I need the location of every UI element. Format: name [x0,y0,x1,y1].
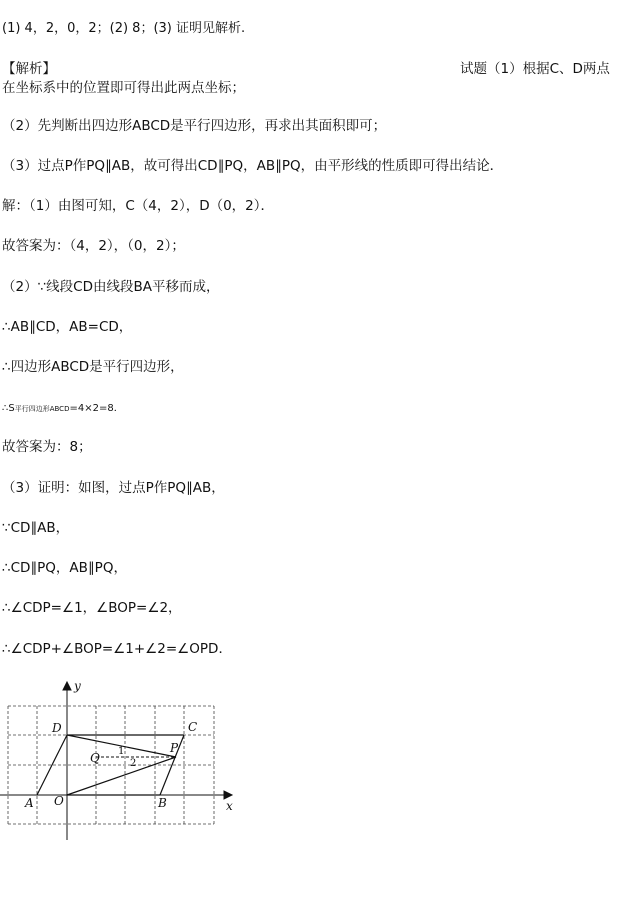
angle-1-label: 1 [118,746,125,757]
y-axis-label: y [74,679,81,693]
coordinate-figure [0,670,260,850]
solution-part3-line4: ∴∠CDP=∠1，∠BOP=∠2， [2,600,182,616]
solution-part2-line3: ∴四边形ABCD是平行四边形， [2,359,184,375]
point-b-label: B [158,796,167,810]
solution-part2-line2: ∴AB∥CD，AB=CD， [2,319,133,335]
point-c-label: C [188,720,198,734]
point-d-label: D [52,721,62,735]
dashed-grid [8,706,214,824]
solution-part2-line1: （2）∵线段CD由线段BA平移而成， [2,279,220,295]
solution-part3-line2: ∵CD∥AB， [2,520,70,536]
solution-part3-line3: ∴CD∥PQ，AB∥PQ， [2,560,127,576]
analysis-intro-right: 试题（1）根据C、D两点 [460,61,610,77]
point-o-label: O [54,794,64,808]
analysis-header: 【解析】 [2,61,56,77]
point-p-label: P [170,741,179,755]
solution-part3-line1: （3）证明：如图，过点P作PQ∥AB， [2,480,225,496]
area-formula-prefix: ∴S [2,403,15,414]
answer-part2: 故答案为：8； [2,439,92,455]
x-axis-label: x [226,799,233,813]
angle-2-label: 2 [130,758,137,769]
answer-part1: 故答案为：（4，2），（0，2）； [2,238,185,254]
solution-part3-line5: ∴∠CDP+∠BOP=∠1+∠2=∠OPD． [2,641,232,657]
point-a-label: A [25,796,34,810]
area-subscript: 平行四边形ABCD [14,405,70,413]
area-formula-rest: =4×2=8． [69,403,124,414]
analysis-line-3: （3）过点P作PQ∥AB，故可得出CD∥PQ，AB∥PQ，由平形线的性质即可得出结论． [2,158,504,174]
area-formula [2,398,124,418]
answer-line: (1) 4，2，0，2；(2) 8；(3) 证明见解析. [2,21,246,36]
analysis-line-1: 在坐标系中的位置即可得出此两点坐标； [2,80,245,96]
analysis-line-2: （2）先判断出四边形ABCD是平行四边形，再求出其面积即可； [2,118,387,134]
solution-part1: 解：（1）由图可知，C（4，2），D（0，2）． [2,198,275,214]
point-q-label: Q [90,751,100,765]
